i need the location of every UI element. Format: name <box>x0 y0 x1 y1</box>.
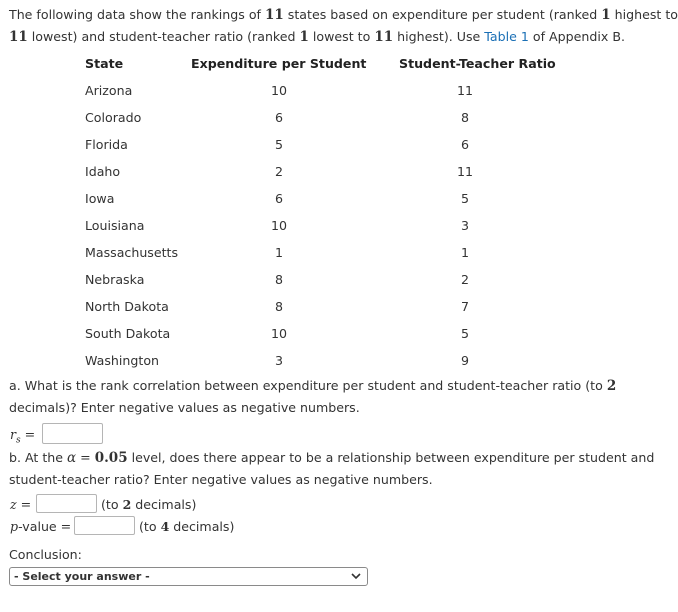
state-cell: Iowa <box>85 191 115 206</box>
rs-equals: = <box>20 427 36 442</box>
expenditure-cell: 6 <box>274 110 283 125</box>
state-cell: Washington <box>85 353 160 368</box>
expenditure-cell: 8 <box>274 299 283 314</box>
z-equals: = <box>16 497 32 512</box>
hint-text: decimals) <box>169 519 235 534</box>
header-expenditure: Expenditure per Student <box>191 56 367 71</box>
ratio-cell: 11 <box>456 164 474 179</box>
intro-text: lowest to <box>308 29 375 44</box>
p-value-label <box>10 519 71 534</box>
hint-number: 4 <box>160 519 170 534</box>
p-equals: = <box>56 519 72 534</box>
alpha-symbol: α <box>67 450 77 466</box>
intro-line-2 <box>9 26 678 48</box>
expenditure-cell: 3 <box>274 353 283 368</box>
ratio-cell: 3 <box>460 218 469 233</box>
ratio-cell: 5 <box>460 191 469 206</box>
ratio-cell: 6 <box>460 137 469 152</box>
part-b-question <box>9 447 654 490</box>
part-a-number: 2 <box>606 378 617 394</box>
part-b-text: student-teacher ratio? Enter negative values as negative numbers. <box>9 472 433 487</box>
intro-number: 1 <box>299 29 309 45</box>
z-hint <box>101 497 196 512</box>
ratio-cell: 11 <box>456 83 474 98</box>
part-a-text: decimals)? Enter negative values as negative numbers. <box>9 400 360 415</box>
conclusion-select[interactable] <box>9 567 368 586</box>
hint-number: 2 <box>122 497 132 512</box>
expenditure-cell: 2 <box>274 164 283 179</box>
part-a-text: a. What is the rank correlation between expenditure per student and student-teacher ratio (to <box>9 378 607 393</box>
intro-number: 1 <box>601 7 611 23</box>
ratio-cell: 9 <box>460 353 469 368</box>
intro-text: states based on expenditure per student (ranked <box>283 7 602 22</box>
state-cell: Idaho <box>85 164 121 179</box>
ratio-cell: 5 <box>460 326 469 341</box>
z-symbol: z <box>10 497 17 512</box>
part-b-text: b. At the <box>9 450 68 465</box>
chevron-down-icon <box>351 571 361 581</box>
state-cell: South Dakota <box>85 326 171 341</box>
rs-symbol: r <box>10 427 17 442</box>
intro-number: 11 <box>9 29 28 45</box>
conclusion-label: Conclusion: <box>9 547 82 562</box>
state-cell: Arizona <box>85 83 133 98</box>
state-cell: Massachusetts <box>85 245 179 260</box>
ratio-cell: 1 <box>460 245 469 260</box>
state-cell: North Dakota <box>85 299 169 314</box>
intro-text: of Appendix B. <box>528 29 625 44</box>
intro-text: The following data show the rankings of <box>9 7 265 22</box>
expenditure-cell: 8 <box>274 272 283 287</box>
rs-subscript: s <box>16 435 21 446</box>
intro-line-1 <box>9 4 678 26</box>
intro-text: lowest) and student-teacher ratio (ranked <box>27 29 300 44</box>
p-symbol: p <box>10 519 19 534</box>
header-state: State <box>85 56 124 71</box>
z-input[interactable] <box>36 494 97 513</box>
intro-paragraph <box>9 4 678 48</box>
rs-input[interactable] <box>42 423 103 444</box>
expenditure-cell: 5 <box>274 137 283 152</box>
expenditure-cell: 1 <box>274 245 283 260</box>
p-hint <box>139 519 234 534</box>
hint-text: decimals) <box>131 497 197 512</box>
intro-text: highest). Use <box>393 29 485 44</box>
alpha-value: 0.05 <box>94 450 128 466</box>
part-b-text: level, does there appear to be a relationship between expenditure per student and <box>127 450 655 465</box>
state-cell: Florida <box>85 137 128 152</box>
part-a-question <box>9 375 616 418</box>
ratio-cell: 2 <box>460 272 469 287</box>
state-cell: Colorado <box>85 110 142 125</box>
p-value-text: -value <box>18 519 57 534</box>
state-cell: Nebraska <box>85 272 145 287</box>
rs-label <box>10 427 35 446</box>
expenditure-cell: 10 <box>270 83 288 98</box>
intro-number: 11 <box>374 29 394 45</box>
expenditure-cell: 10 <box>270 218 288 233</box>
part-b-equals: = <box>76 450 95 465</box>
hint-text: (to <box>139 519 161 534</box>
p-value-input[interactable] <box>74 516 135 535</box>
header-ratio: Student-Teacher Ratio <box>399 56 556 71</box>
expenditure-cell: 6 <box>274 191 283 206</box>
ratio-cell: 8 <box>460 110 469 125</box>
table-1-link[interactable]: Table 1 <box>484 29 529 44</box>
ratio-cell: 7 <box>460 299 469 314</box>
state-cell: Louisiana <box>85 218 145 233</box>
z-label <box>10 497 31 512</box>
expenditure-cell: 10 <box>270 326 288 341</box>
select-placeholder: - Select your answer - <box>14 570 150 583</box>
intro-text: highest to <box>610 7 678 22</box>
intro-number: 11 <box>265 7 284 23</box>
hint-text: (to <box>101 497 123 512</box>
